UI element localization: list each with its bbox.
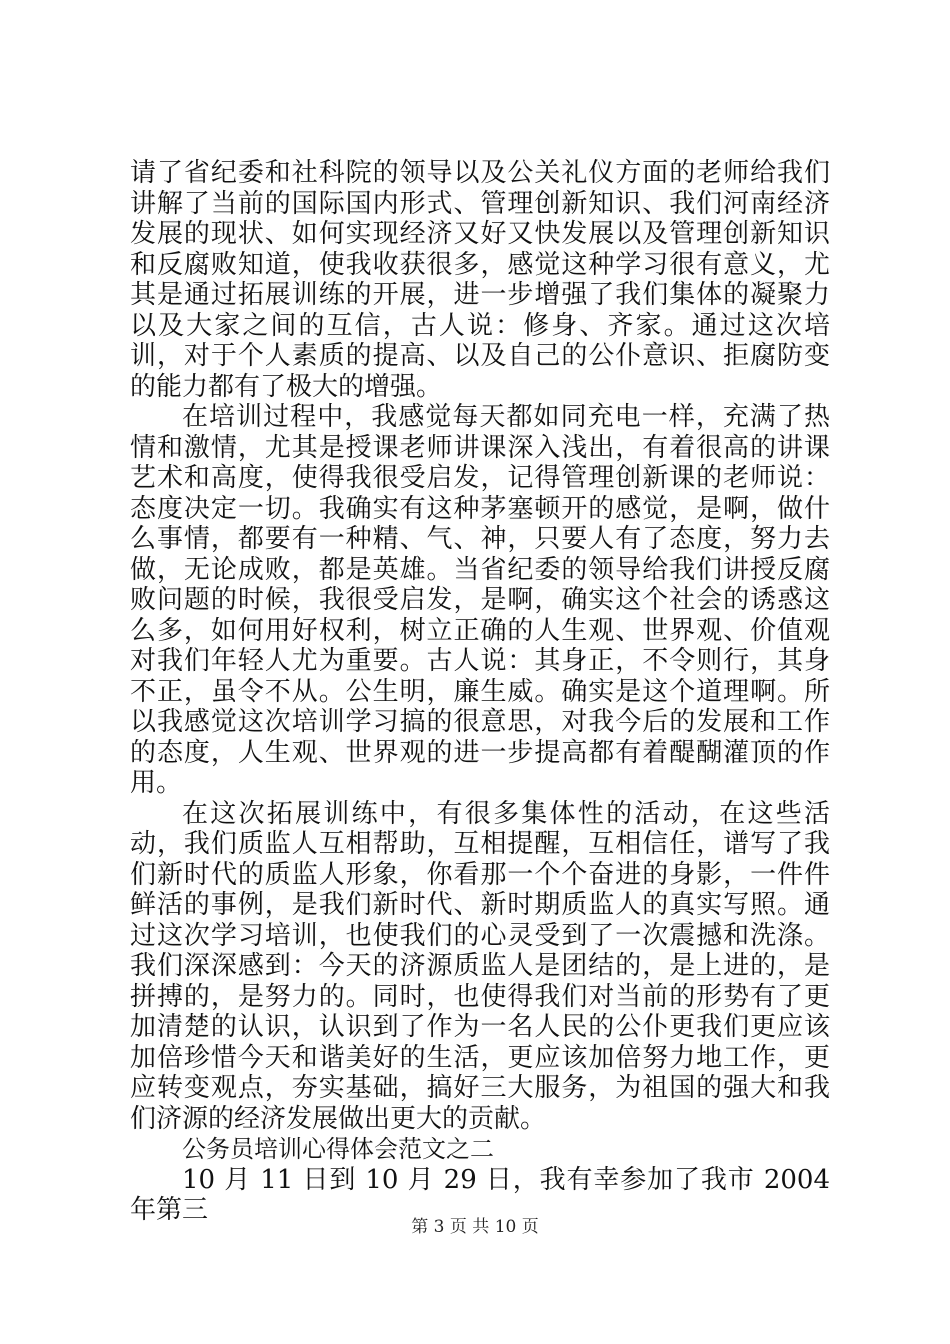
document-body [130, 158, 830, 1226]
body-paragraph-1: 请了省纪委和社科院的领导以及公关礼仪方面的老师给我们讲解了当前的国际国内形式、管理创新知识、我们河南经济发展的现状、如何实现经济又好又快发展以及管理创新知识和反腐败知道，使我收获很多，感觉这种学习很有意义，尤其是通过拓展训练的开展，进一步增强了我们集体的凝聚力以及大家之间的互信，古人说：修身、齐家。通过这次培训，对于个人素质的提高、以及自己的公仆意识、拒腐防变的能力都有了极大的增强。 [130, 158, 830, 402]
page-number-footer: 第 3 页 共 10 页 [411, 1217, 539, 1237]
body-paragraph-2: 在培训过程中，我感觉每天都如同充电一样，充满了热情和激情，尤其是授课老师讲课深入浅出，有着很高的讲课艺术和高度，使得我很受启发，记得管理创新课的老师说：态度决定一切。我确实有这种茅塞顿开的感觉，是啊，做什么事情，都要有一种精、气、神，只要人有了态度，努力去做，无论成败，都是英雄。当省纪委的领导给我们讲授反腐败问题的时候，我很受启发，是啊，确实这个社会的诱惑这么多，如何用好权利，树立正确的人生观、世界观、价值观对我们年轻人尤为重要。古人说：其身正，不令则行，其身不正，虽令不从。公生明，廉生威。确实是这个道理啊。所以我感觉这次培训学习搞的很意思，对我今后的发展和工作的态度，人生观、世界观的进一步提高都有着醍醐灌顶的作用。 [130, 402, 830, 798]
body-paragraph-4: 10 月 11 日到 10 月 29 日，我有幸参加了我市 2004 年第三 [130, 1164, 830, 1225]
body-paragraph-3: 在这次拓展训练中，有很多集体性的活动，在这些活动，我们质监人互相帮助，互相提醒，互相信任，谱写了我们新时代的质监人形象，你看那一个个奋进的身影，一件件鲜活的事例，是我们新时代、新时期质监人的真实写照。通过这次学习培训，也使我们的心灵受到了一次震撼和洗涤。我们深深感到：今天的济源质监人是团结的，是上进的，是拼搏的，是努力的。同时，也使得我们对当前的形势有了更加清楚的认识，认识到了作为一名人民的公仆更我们更应该加倍珍惜今天和谐美好的生活，更应该加倍努力地工作，更应转变观点，夯实基础，搞好三大服务，为祖国的强大和我们济源的经济发展做出更大的贡献。 [130, 798, 830, 1134]
section-subheading: 公务员培训心得体会范文之二 [182, 1135, 494, 1163]
